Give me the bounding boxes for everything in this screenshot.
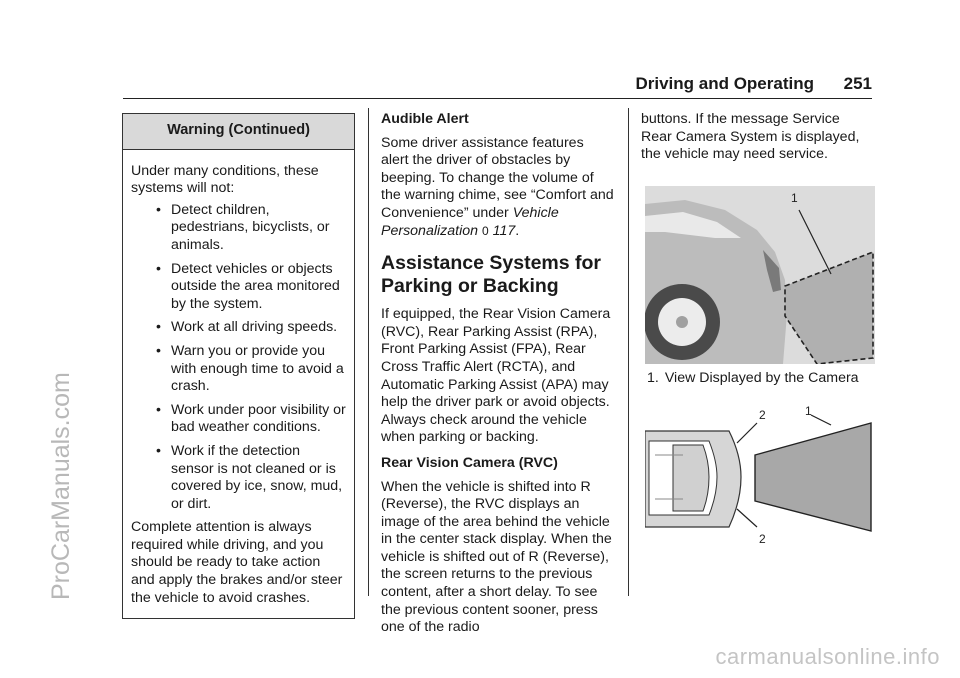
- column-right: [641, 111, 873, 551]
- callout-label: 2: [759, 408, 766, 423]
- callout-label: 1: [791, 190, 798, 205]
- bullet-symbol: •: [156, 401, 161, 418]
- warning-list: [131, 202, 346, 514]
- sentence-end: .: [515, 222, 520, 239]
- bullet-symbol: •: [156, 319, 161, 336]
- audible-alert-body: Some driver assistance features alert the driver of obstacles by beeping. To change the volume of the warning chime, see “Comfort and Convenience” under: [381, 134, 614, 221]
- caption-number: 1.: [647, 369, 659, 386]
- warning-box: [122, 113, 355, 619]
- warning-closing: Complete attention is always required while driving, and you should be ready to take action and apply the brakes and/or steer the vehicle to avoid crashes.: [131, 519, 343, 606]
- callout-line: [737, 423, 757, 443]
- bullet-symbol: •: [156, 260, 161, 277]
- rvc-heading: Rear Vision Camera (RVC): [381, 454, 558, 471]
- top-view-camera-illustration: [645, 401, 875, 551]
- camera-view-zone: [755, 423, 871, 531]
- side-watermark: ProCarManuals.com: [47, 372, 75, 600]
- assistance-intro: If equipped, the Rear Vision Camera (RVC), Rear Parking Assist (RPA), Front Parking Assist (FPA), Rear Cross Traffic Alert (RCTA), and Automatic Parking Assist (APA) may help the driver park or avoid objects. Always check around the vehicle when parking or backing.: [381, 306, 611, 446]
- list-item: [131, 261, 346, 314]
- assistance-heading: Assistance Systems for Parking or Backing: [381, 252, 602, 298]
- bullet-symbol: •: [156, 442, 161, 459]
- list-item: [131, 202, 346, 255]
- rvc-text: When the vehicle is shifted into R (Reverse), the RVC displays an image of the area behind the vehicle in the center stack display. When the vehicle is shifted out of R (Reverse), the screen returns to the previous content, after a short delay. To see the previous content sooner, press one of the radio: [381, 478, 612, 636]
- list-item-text: Detect children, pedestrians, bicyclists, or animals.: [171, 201, 330, 253]
- list-item-text: Warn you or provide you with enough time to avoid a crash.: [171, 342, 344, 395]
- warning-title: Warning (Continued): [123, 114, 354, 150]
- rvc-text-continued: buttons. If the message Service Rear Camera System is displayed, the vehicle may need service.: [641, 111, 860, 163]
- warning-intro: Under many conditions, these systems will not:: [131, 162, 319, 197]
- list-item-text: Work at all driving speeds.: [171, 319, 338, 336]
- section-title: Driving and Operating: [635, 74, 814, 93]
- callout-label: 2: [759, 532, 766, 547]
- bullet-symbol: •: [156, 201, 161, 218]
- personalization-link[interactable]: Vehicle Personalization: [381, 204, 559, 239]
- list-item: [131, 319, 346, 337]
- list-item-text: Work under poor visibility or bad weather conditions.: [171, 401, 346, 436]
- page-header: [123, 72, 872, 99]
- audible-alert-text: [381, 135, 615, 241]
- column-middle: [381, 111, 615, 645]
- warning-body: [123, 150, 354, 619]
- callout-line: [811, 415, 831, 425]
- callout-line: [737, 509, 757, 527]
- list-item: [131, 402, 346, 437]
- list-item: [131, 343, 346, 396]
- column-divider: [628, 108, 629, 596]
- audible-alert-heading: Audible Alert: [381, 111, 469, 127]
- page-ref-icon: 0: [481, 223, 489, 238]
- column-left: [122, 113, 355, 619]
- column-divider: [368, 108, 369, 596]
- bottom-watermark: carmanualsonline.info: [715, 644, 940, 669]
- caption-text: View Displayed by the Camera: [664, 369, 859, 386]
- list-item: [131, 443, 346, 513]
- figure-caption: [641, 370, 873, 388]
- list-item-text: Detect vehicles or objects outside the area monitored by the system.: [171, 260, 340, 312]
- bullet-symbol: •: [156, 342, 161, 359]
- page-number: 251: [843, 74, 872, 93]
- list-item-text: Work if the detection sensor is not cleaned or is covered by ice, snow, mud, or dirt.: [171, 442, 343, 512]
- callout-label: 1: [805, 404, 812, 419]
- page-ref-number[interactable]: 117: [492, 222, 516, 239]
- wheel-hub: [676, 316, 688, 328]
- rear-camera-view-illustration: [645, 186, 875, 364]
